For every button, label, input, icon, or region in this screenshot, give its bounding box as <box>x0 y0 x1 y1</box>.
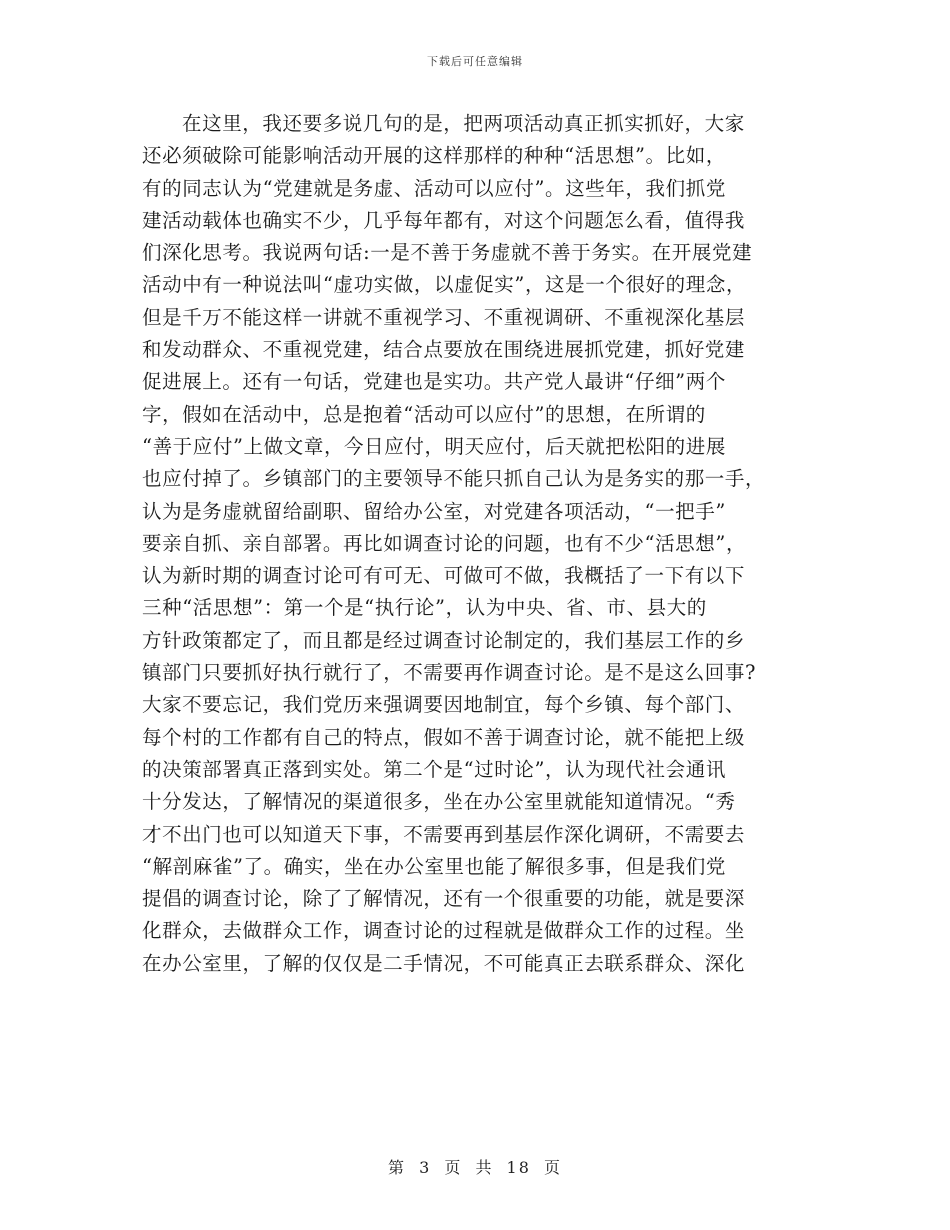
text-line: 的决策部署真正落到实处。第二个是“过时论”，认为现代社会通讯 <box>142 757 726 781</box>
text-line: 和发动群众、不重视党建，结合点要放在围绕进展抓党建，抓好党建 <box>142 338 746 362</box>
text-line: 化群众，去做群众工作，调查讨论的过程就是做群众工作的过程。坐 <box>142 919 746 943</box>
text-line: 方针政策都定了，而且都是经过调查讨论制定的，我们基层工作的乡 <box>142 628 746 652</box>
text-line: 在这里，我还要多说几句的是，把两项活动真正抓实抓好，大家 <box>182 112 745 135</box>
body-paragraph <box>142 108 812 980</box>
text-line: 字，假如在活动中，总是抱着“活动可以应付”的思想，在所谓的 <box>142 402 706 426</box>
text-line: 建活动载体也确实不少，几乎每年都有，对这个问题怎么看，值得我 <box>142 208 746 232</box>
text-line: 三种“活思想”：第一个是“执行论”，认为中央、省、市、县大的 <box>142 596 707 620</box>
text-line: 大家不要忘记，我们党历来强调要因地制宜，每个乡镇、每个部门、 <box>142 693 746 717</box>
text-line: 但是千万不能这样一讲就不重视学习、不重视调研、不重视深化基层 <box>142 305 746 329</box>
text-line: “善于应付”上做文章，今日应付，明天应付，后天就把松阳的进展 <box>142 434 726 458</box>
text-line: 促进展上。还有一句话，党建也是实功。共产党人最讲“仔细”两个 <box>142 370 726 394</box>
text-line: 活动中有一种说法叫“虚功实做，以虚促实”，这是一个很好的理念， <box>142 273 747 297</box>
text-line: 十分发达，了解情况的渠道很多，坐在办公室里就能知道情况。“秀 <box>142 790 736 814</box>
text-line: 提倡的调查讨论，除了了解情况，还有一个很重要的功能，就是要深 <box>142 887 746 911</box>
text-line: 才不出门也可以知道天下事，不需要再到基层作深化调研，不需要去 <box>142 822 746 846</box>
page-header: 下载后可任意编辑 <box>427 55 523 68</box>
text-line: “解剖麻雀”了。确实，坐在办公室里也能了解很多事，但是我们党 <box>142 854 726 878</box>
text-line: 在办公室里，了解的仅仅是二手情况，不可能真正去联系群众、深化 <box>142 951 746 975</box>
text-line: 们深化思考。我说两句话:一是不善于务虚就不善于务实。在开展党建 <box>142 241 753 265</box>
text-line: 也应付掉了。乡镇部门的主要领导不能只抓自己认为是务实的那一手， <box>142 467 766 491</box>
text-line: 镇部门只要抓好执行就行了，不需要再作调查讨论。是不是这么回事? <box>142 661 757 685</box>
text-line: 还必须破除可能影响活动开展的这样那样的种种“活思想”。比如， <box>142 144 726 168</box>
text-line: 有的同志认为“党建就是务虚、活动可以应付”。这些年，我们抓党 <box>142 176 726 200</box>
text-line: 要亲自抓、亲自部署。再比如调查讨论的问题，也有不少“活思想”， <box>142 531 747 555</box>
text-line: 认为新时期的调查讨论可有可无、可做可不做，我概括了一下有以下 <box>142 564 746 588</box>
text-line: 每个村的工作都有自己的特点，假如不善于调查讨论，就不能把上级 <box>142 725 746 749</box>
page-number-footer: 第 3 页 共 18 页 <box>388 1158 562 1177</box>
text-line: 认为是务虚就留给副职、留给办公室，对党建各项活动，“一把手” <box>142 499 726 523</box>
